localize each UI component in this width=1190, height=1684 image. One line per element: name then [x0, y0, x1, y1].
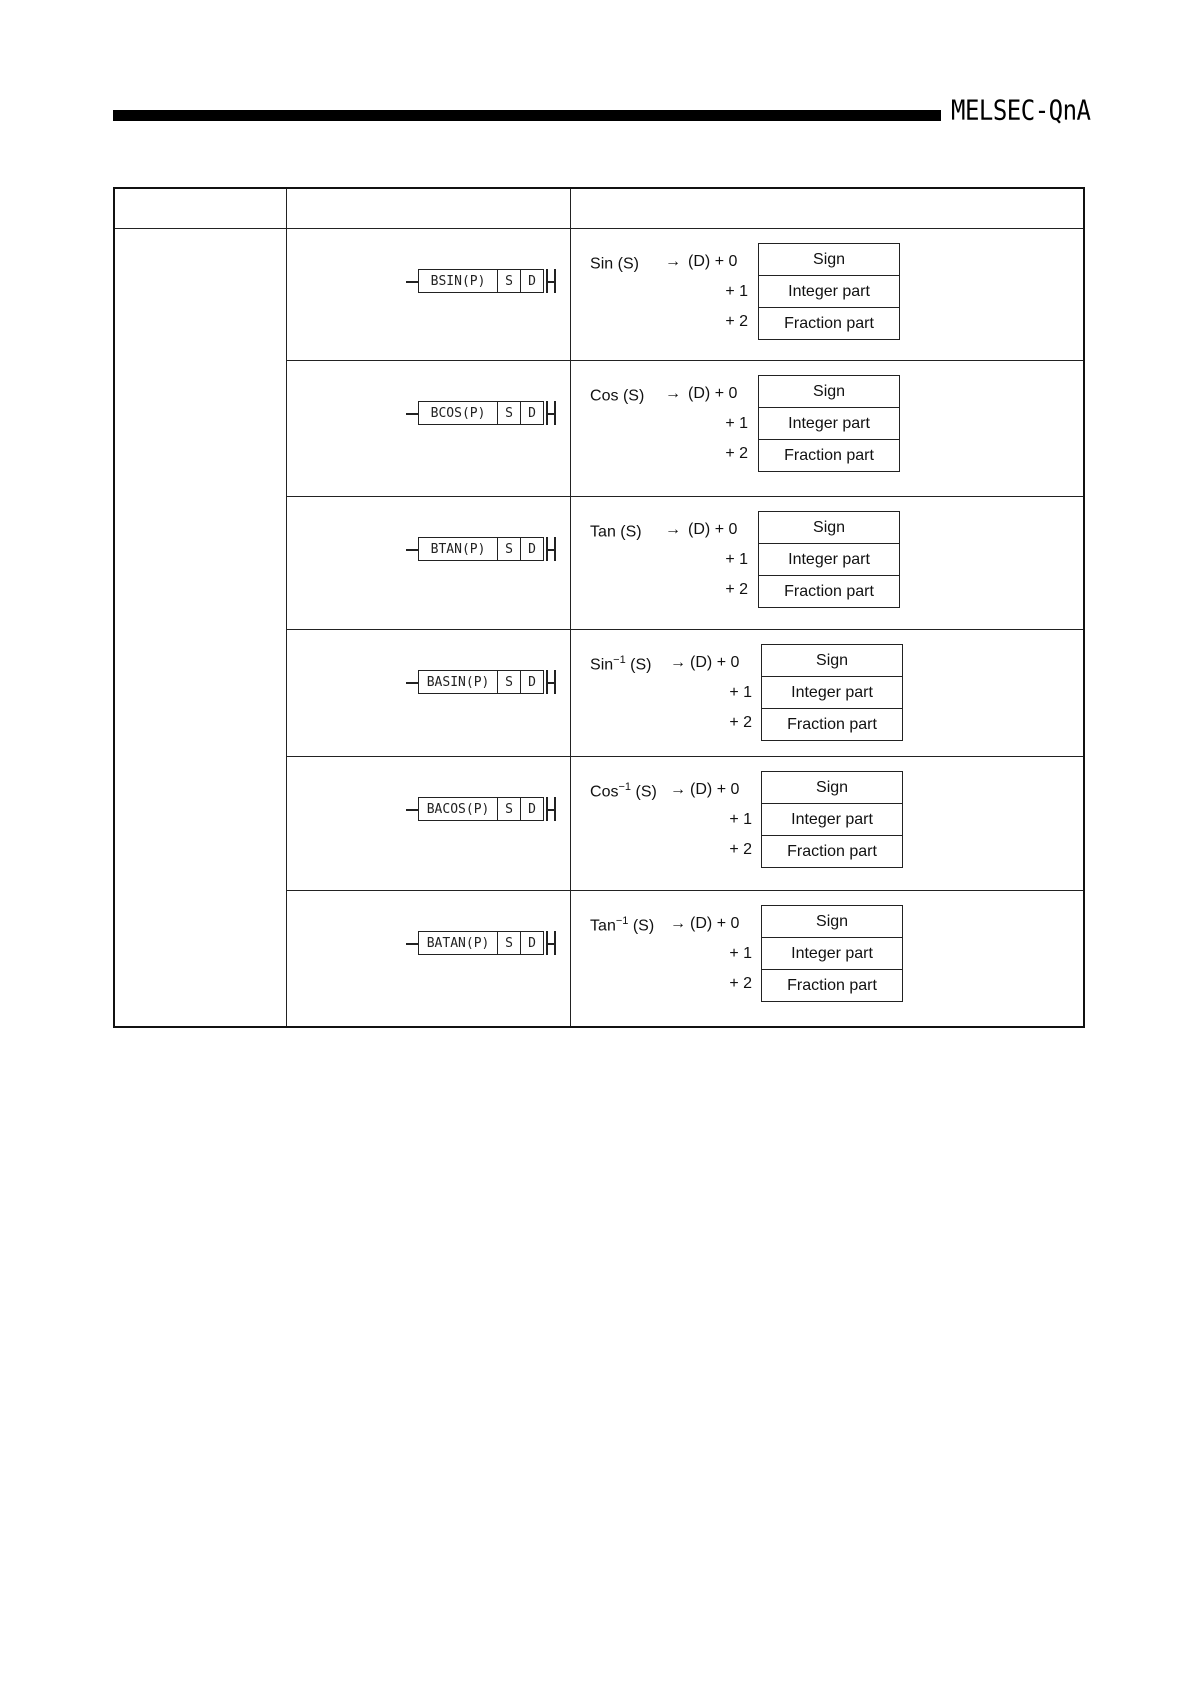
- word-fraction-part: Fraction part: [787, 716, 877, 733]
- ladder-rail-link: [546, 281, 554, 283]
- destination-device: (D) + 0: [688, 521, 738, 538]
- arrow-icon: →: [665, 253, 682, 270]
- instruction-name: BSIN(P): [419, 270, 498, 292]
- ladder-instruction-box: [418, 401, 544, 425]
- processing-cell: [571, 361, 1084, 497]
- offset-label: + 1: [729, 811, 753, 828]
- function-argument: (S): [617, 255, 639, 273]
- ladder-symbol: [406, 401, 566, 427]
- operand-source: S: [498, 402, 521, 424]
- word-fraction-part: Fraction part: [784, 447, 874, 464]
- offset-label: + 2: [725, 445, 749, 462]
- offset-label: + 1: [725, 283, 749, 300]
- instruction-name: BTAN(P): [419, 538, 498, 560]
- function-superscript: −1: [615, 915, 629, 927]
- table-row: [114, 229, 1084, 361]
- instruction-name: BASIN(P): [419, 671, 498, 693]
- offset-label: + 2: [729, 841, 753, 858]
- ladder-cell: [286, 229, 570, 361]
- ladder-rail-link: [546, 549, 554, 551]
- word-sign: Sign: [762, 645, 902, 677]
- ladder-rail-right: [554, 537, 556, 561]
- ladder-lead-line: [406, 281, 418, 283]
- word-layout-box: [761, 644, 903, 741]
- ladder-symbol: [406, 931, 566, 957]
- ladder-cell: [286, 361, 570, 497]
- header-brand: MELSEC-QnA: [951, 94, 1091, 127]
- operand-source: S: [498, 270, 521, 292]
- function-superscript: −1: [618, 781, 632, 793]
- ladder-instruction-box: [418, 931, 544, 955]
- operand-destination: D: [528, 935, 536, 951]
- ladder-rail-link: [546, 943, 554, 945]
- table-header-cell-1: [114, 188, 286, 229]
- instruction-name: BACOS(P): [419, 798, 498, 820]
- table-header-cell-3: [571, 188, 1084, 229]
- offset-label: + 1: [729, 684, 753, 701]
- function-name: Cos: [590, 783, 619, 801]
- ladder-symbol: [406, 797, 566, 823]
- table-header-row: [114, 188, 1084, 229]
- offset-label: + 2: [725, 581, 749, 598]
- destination-device: (D) + 0: [688, 253, 738, 270]
- word-integer-part: Integer part: [759, 408, 899, 440]
- ladder-rail-right: [554, 269, 556, 293]
- destination-device: (D) + 0: [690, 915, 740, 932]
- destination-device: (D) + 0: [690, 781, 740, 798]
- arrow-icon: →: [670, 781, 687, 798]
- ladder-lead-line: [406, 943, 418, 945]
- word-layout-box: [761, 905, 903, 1002]
- operand-source: S: [498, 538, 521, 560]
- word-layout-box: [761, 771, 903, 868]
- ladder-symbol: [406, 670, 566, 696]
- ladder-cell: [286, 757, 570, 891]
- function-argument: (S): [632, 917, 655, 935]
- processing-diagram: [590, 905, 910, 1005]
- operand-destination: D: [528, 541, 536, 557]
- ladder-instruction-box: [418, 797, 544, 821]
- function-name: Cos: [590, 387, 619, 405]
- word-fraction-part: Fraction part: [784, 315, 874, 332]
- processing-diagram: [590, 771, 910, 871]
- ladder-cell: [286, 630, 570, 757]
- word-sign: Sign: [762, 906, 902, 938]
- processing-cell: [571, 757, 1084, 891]
- operand-destination: D: [528, 801, 536, 817]
- function-superscript: −1: [613, 654, 626, 666]
- ladder-lead-line: [406, 413, 418, 415]
- function-argument: (S): [635, 783, 657, 801]
- ladder-cell: [286, 497, 570, 630]
- ladder-symbol: [406, 269, 566, 295]
- operand-destination: D: [528, 405, 536, 421]
- arrow-icon: →: [665, 521, 682, 538]
- word-sign: Sign: [759, 512, 899, 544]
- word-layout-box: [758, 375, 900, 472]
- ladder-rail-right: [554, 670, 556, 694]
- processing-diagram: [590, 511, 910, 611]
- arrow-icon: →: [670, 915, 687, 932]
- function-expression: [590, 521, 642, 541]
- processing-cell: [571, 630, 1084, 757]
- offset-label: + 1: [725, 415, 749, 432]
- ladder-rail-right: [554, 931, 556, 955]
- ladder-lead-line: [406, 549, 418, 551]
- instruction-name: BATAN(P): [419, 932, 498, 954]
- offset-label: + 1: [725, 551, 749, 568]
- processing-diagram: [590, 375, 910, 475]
- function-name: Tan: [590, 917, 616, 935]
- ladder-instruction-box: [418, 269, 544, 293]
- word-fraction-part: Fraction part: [787, 977, 877, 994]
- word-layout-box: [758, 243, 900, 340]
- processing-diagram: [590, 644, 910, 744]
- ladder-instruction-box: [418, 537, 544, 561]
- word-sign: Sign: [759, 244, 899, 276]
- word-layout-box: [758, 511, 900, 608]
- word-integer-part: Integer part: [762, 677, 902, 709]
- ladder-cell: [286, 891, 570, 1028]
- destination-device: (D) + 0: [690, 654, 740, 671]
- ladder-lead-line: [406, 682, 418, 684]
- ladder-rail-link: [546, 682, 554, 684]
- word-integer-part: Integer part: [759, 276, 899, 308]
- function-expression: [590, 781, 657, 801]
- offset-label: + 2: [729, 714, 753, 731]
- offset-label: + 2: [729, 975, 753, 992]
- operand-destination: D: [528, 674, 536, 690]
- function-name: Tan: [590, 523, 616, 541]
- function-expression: [590, 654, 651, 674]
- function-argument: (S): [622, 387, 645, 405]
- word-fraction-part: Fraction part: [784, 583, 874, 600]
- function-expression: [590, 915, 654, 935]
- function-name: Sin: [590, 255, 614, 273]
- ladder-rail-right: [554, 401, 556, 425]
- offset-label: + 2: [725, 313, 749, 330]
- word-integer-part: Integer part: [762, 804, 902, 836]
- word-fraction-part: Fraction part: [787, 843, 877, 860]
- category-cell: [114, 229, 286, 1028]
- function-expression: [590, 253, 639, 273]
- ladder-rail-link: [546, 413, 554, 415]
- offset-label: + 1: [729, 945, 753, 962]
- operand-source: S: [498, 798, 521, 820]
- word-integer-part: Integer part: [762, 938, 902, 970]
- arrow-icon: →: [670, 654, 687, 671]
- function-argument: (S): [630, 656, 652, 674]
- function-expression: [590, 385, 644, 405]
- function-argument: (S): [620, 523, 642, 541]
- word-sign: Sign: [759, 376, 899, 408]
- instruction-table: [113, 187, 1085, 1028]
- operand-destination: D: [528, 273, 536, 289]
- function-name: Sin: [590, 656, 614, 674]
- ladder-lead-line: [406, 809, 418, 811]
- table-header-cell-2: [286, 188, 570, 229]
- word-integer-part: Integer part: [759, 544, 899, 576]
- ladder-rail-link: [546, 809, 554, 811]
- destination-device: (D) + 0: [688, 385, 738, 402]
- ladder-rail-right: [554, 797, 556, 821]
- header-rule: [113, 110, 941, 121]
- processing-diagram: [590, 243, 910, 343]
- operand-source: S: [498, 671, 521, 693]
- arrow-icon: →: [665, 385, 682, 402]
- processing-cell: [571, 891, 1084, 1028]
- word-sign: Sign: [762, 772, 902, 804]
- instruction-name: BCOS(P): [419, 402, 498, 424]
- processing-cell: [571, 229, 1084, 361]
- processing-cell: [571, 497, 1084, 630]
- ladder-instruction-box: [418, 670, 544, 694]
- operand-source: S: [498, 932, 521, 954]
- ladder-symbol: [406, 537, 566, 563]
